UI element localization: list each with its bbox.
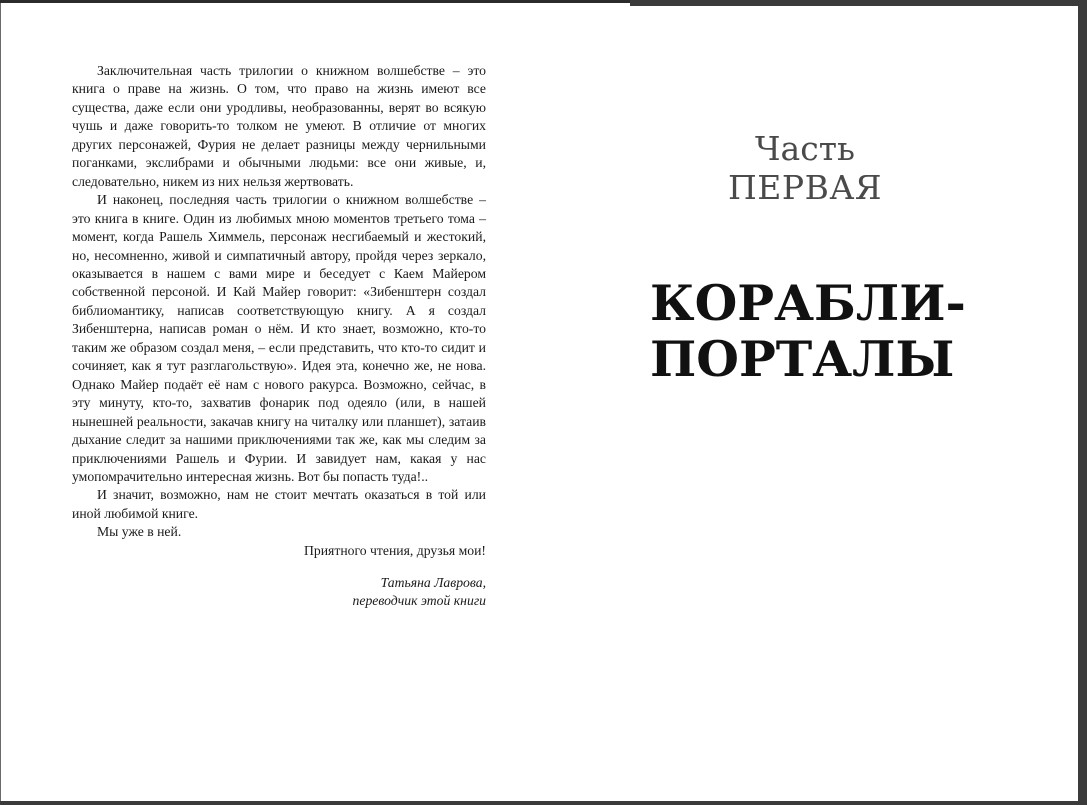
left-page-text — [72, 62, 486, 542]
signature-role: переводчик этой книги — [352, 593, 486, 608]
page-edge-right — [1078, 0, 1087, 805]
signature — [260, 574, 486, 610]
paragraph: Заключительная часть трилогии о книжном волшебстве – это книга о праве на жизнь. О том, что право на жизнь имеют все существа, даже если они уродливы, необразованны, верят во всякую чушь и даже говорить-то толком не умеют. В отличие от многих других персонажей, Фурия не делает разницы между чернильными поганками, экслибрами и обычными людьми: все они живые, и, следовательно, никем из них нельзя жертвовать. — [72, 63, 486, 189]
page-edge-bottom — [0, 801, 1087, 805]
part-heading-line2: ПЕРВАЯ — [728, 168, 882, 207]
part-heading — [690, 130, 920, 208]
page-edge-top-shadow — [630, 0, 1087, 6]
chapter-title-line1: КОРАБЛИ- — [650, 274, 966, 332]
page-edge-left — [0, 0, 1, 805]
chapter-title-line2: ПОРТАЛЫ — [650, 330, 955, 388]
part-heading-line1: Часть — [755, 129, 855, 168]
paragraph: И наконец, последняя часть трилогии о книжном волшебстве – это книга в книге. Один из любимых мною моментов третьего тома – момент, когда Рашель Химмель, персонаж несгибаемый и жестокий, но, несомненно, живой и симпатичный автору, пройдя через зеркало, оказывается в нашем с вами мире и беседует с Каем Майером собственной персоной. И Кай Майер говорит: «Зибенштерн создал библиомантику, написав соответствующую книгу. А я создал Зибенштерна, написав роман о нём. И кто знает, возможно, кто-то таким же образом создал меня, – если представить, что кто-то сидит и сочиняет, как я тут разглагольствую». Идея эта, конечно же, не нова. Однако Майер подаёт её нам с нового ракурса. Возможно, сейчас, в эту минуту, кто-то, захватив фонарик под одеяло (или, в нашей нынешней реальности, закачав книгу на читалку или планшет), затаив дыхание следит за нашими приключениями так же, как мы следим за приключениями Рашель и Фурии. И завидует нам, какая у нас умопомрачительно интересная жизнь. Вот бы попасть туда!.. — [72, 192, 486, 484]
paragraph: Мы уже в ней. — [97, 524, 182, 540]
closing-line: Приятного чтения, друзья мои! — [304, 543, 486, 558]
signature-name: Татьяна Лаврова, — [380, 575, 486, 590]
paragraph: И значит, возможно, нам не стоит мечтать оказаться в той или иной любимой книге. — [72, 487, 486, 521]
chapter-title — [650, 274, 966, 388]
